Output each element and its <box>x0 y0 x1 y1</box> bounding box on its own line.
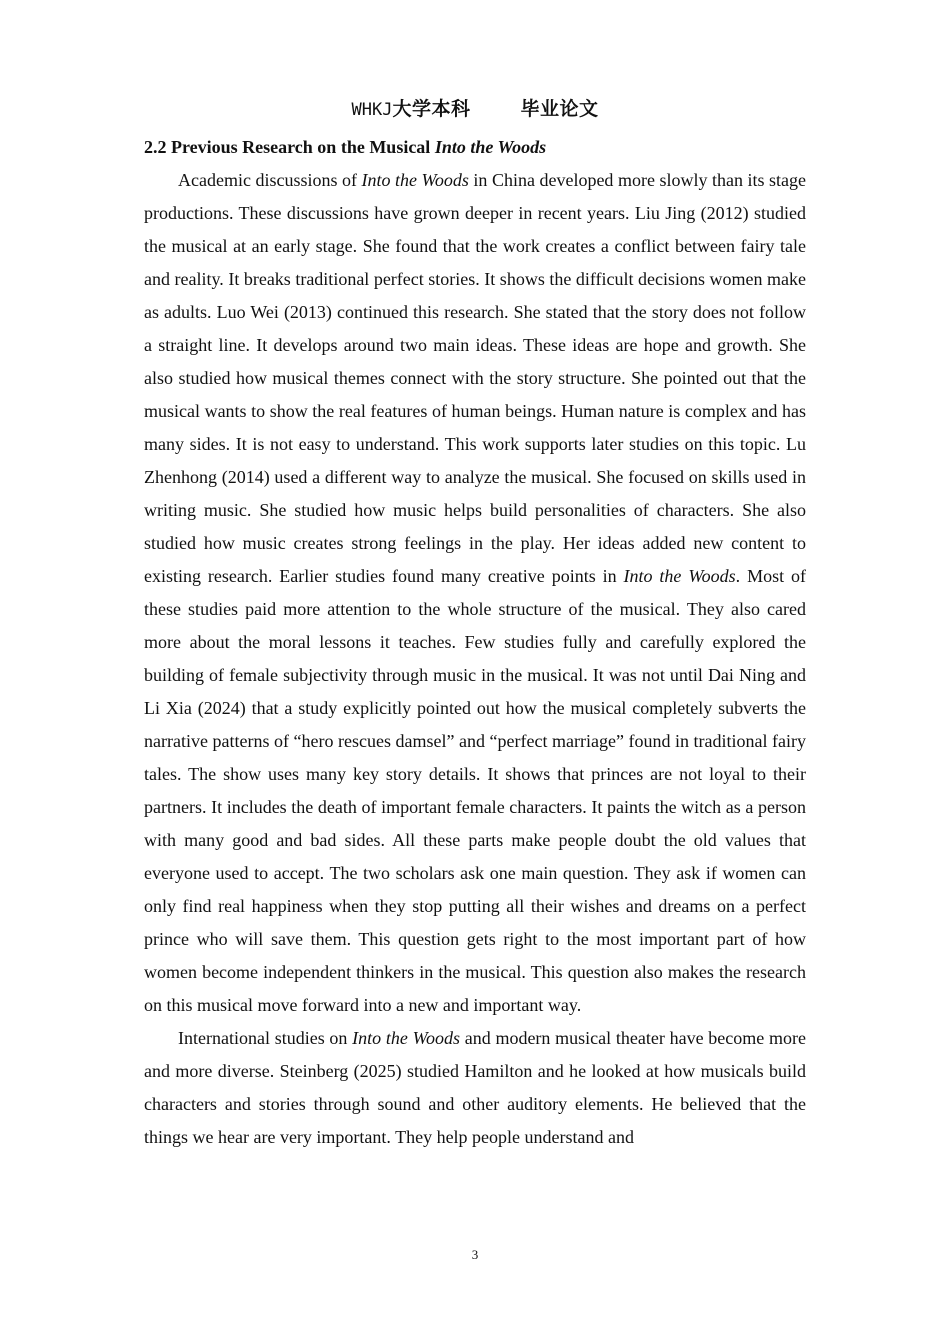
section-heading-text: 2.2 Previous Research on the Musical <box>144 137 431 157</box>
work-title-italic: Into the Woods <box>623 566 736 586</box>
header-thesis-label: 毕业论文 <box>520 98 599 120</box>
work-title-italic: Into the Woods <box>361 170 469 190</box>
paragraph-text: and modern musical theater have become more and more diverse. Steinberg (2025) studied Hamilton and he looked at how musicals build characters and stories through sound and other auditory elements. He believed that the things we hear are very important. They help people understand and <box>144 1028 806 1147</box>
paragraph-text: International studies on <box>178 1028 353 1048</box>
body-content <box>144 135 806 1154</box>
work-title-italic: Into the Woods <box>352 1028 460 1048</box>
paragraph-text: in China developed more slowly than its stage productions. These discussions have grown deeper in recent years. Liu Jing (2012) studied the musical at an early stage. She found that the work creates a conflict between fairy tale and reality. It breaks traditional perfect stories. It shows the difficult decisions women make as adults. Luo Wei (2013) continued this research. She stated that the story does not follow a straight line. It develops around two main ideas. These ideas are hope and growth. She also studied how musical themes connect with the story structure. She pointed out that the musical wants to show the real features of human beings. Human nature is complex and has many sides. It is not easy to understand. This work supports later studies on this topic. Lu Zhenhong (2014) used a different way to analyze the musical. She focused on skills used in writing music. She studied how music helps build personalities of characters. She also studied how music creates strong feelings in the play. Her ideas added new content to existing research. Earlier studies found many creative points in <box>144 170 806 586</box>
section-heading <box>144 135 806 159</box>
paragraph-text: . Most of these studies paid more attention to the whole structure of the musical. They also cared more about the moral lessons it teaches. Few studies fully and carefully explored the building of female subjectivity through music in the musical. It was not until Dai Ning and Li Xia (2024) that a study explicitly pointed out how the musical completely subverts the narrative patterns of “hero rescues damsel” and “perfect marriage” found in traditional fairy tales. The show uses many key story details. It shows that princes are not loyal to their partners. It includes the death of important female characters. It paints the witch as a person with many good and bad sides. All these parts make people doubt the old values that everyone used to accept. The two scholars ask one main question. They ask if women can only find real happiness when they stop putting all their wishes and dreams on a perfect prince who will save them. This question gets right to the most important part of how women become independent thinkers in the musical. This question also makes the research on this musical move forward into a new and important way. <box>144 566 806 1015</box>
section-heading-italic-title: Into the Woods <box>434 137 547 157</box>
paragraph-international-research <box>144 1022 806 1154</box>
paragraph-domestic-research <box>144 164 806 1022</box>
running-header <box>0 96 950 123</box>
header-degree-label: 大学本科 <box>392 98 471 120</box>
page-number: 3 <box>471 1247 479 1262</box>
paragraph-text: Academic discussions of <box>178 170 362 190</box>
header-school-code: WHKJ <box>351 100 393 120</box>
